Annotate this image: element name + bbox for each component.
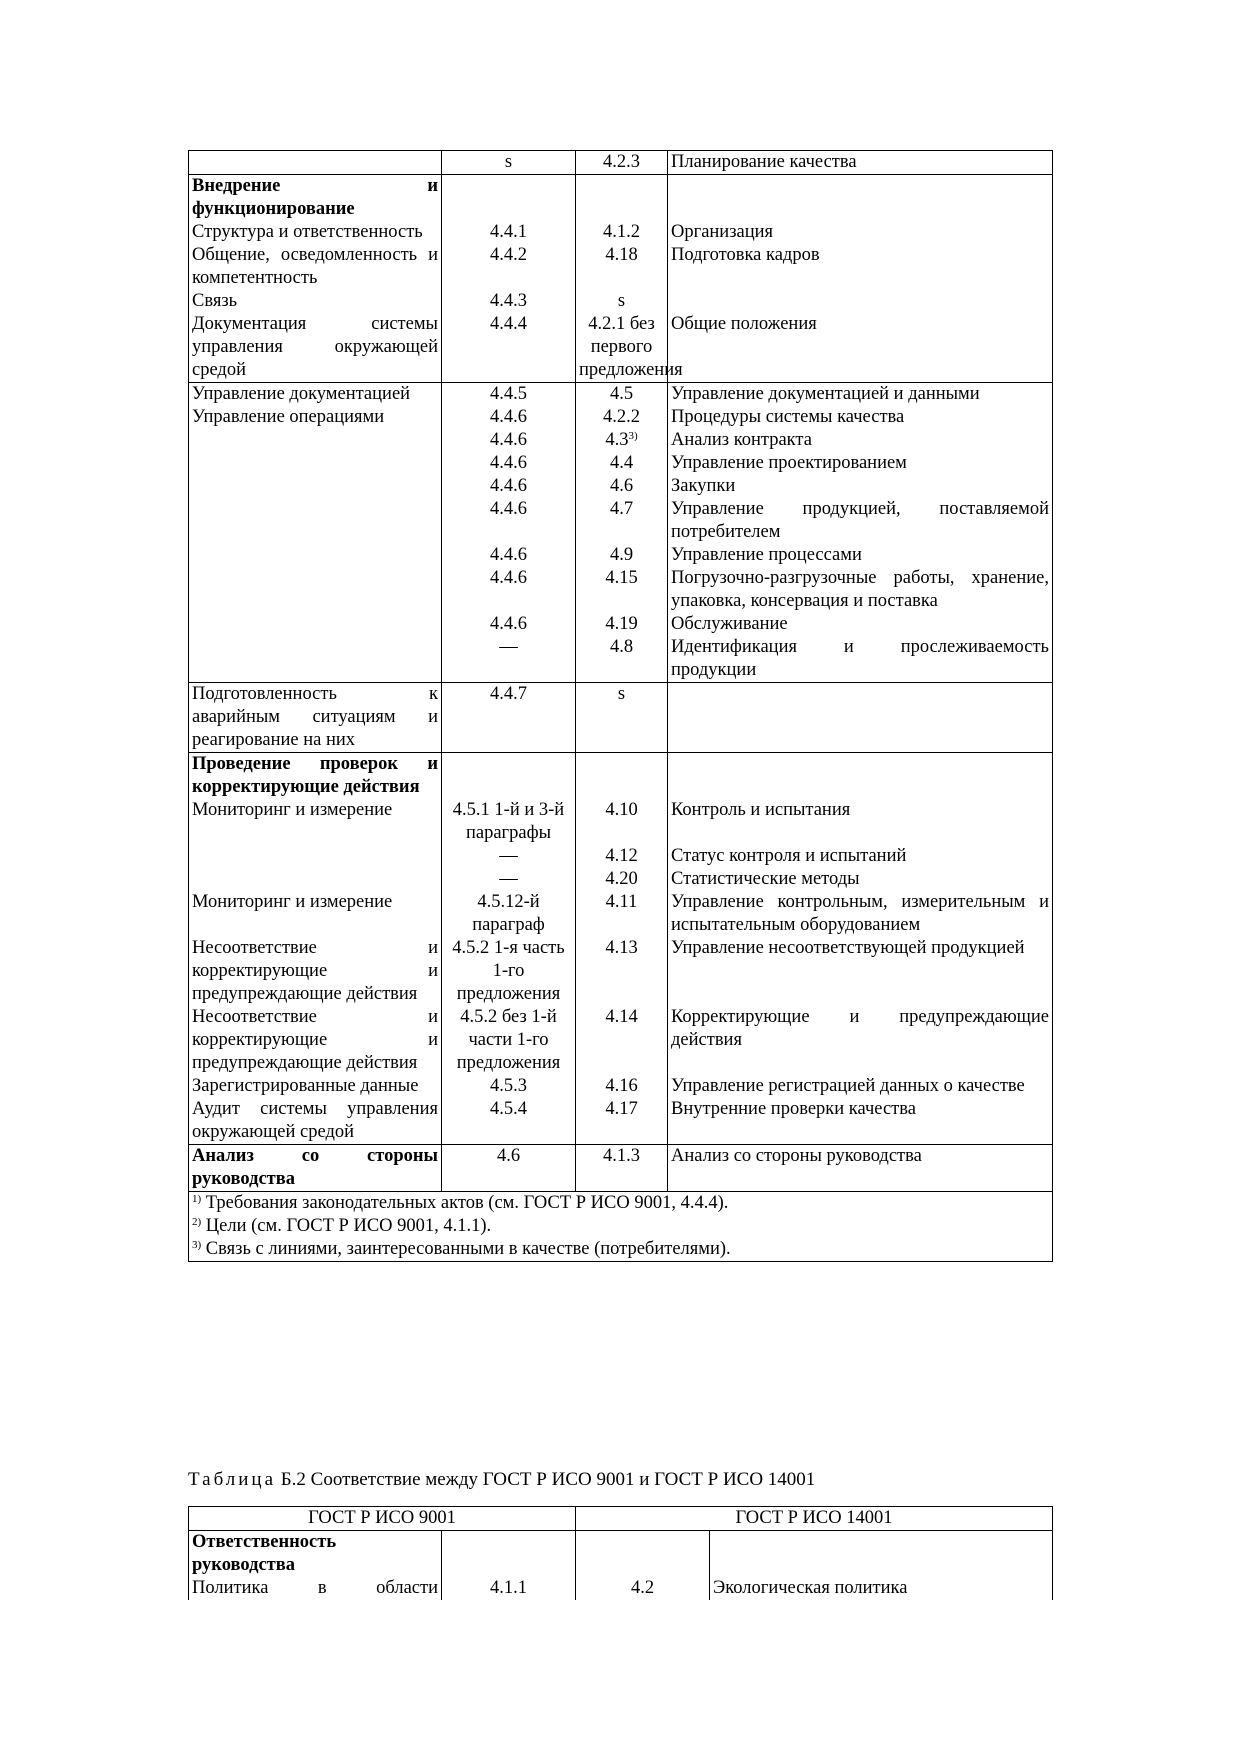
cell-c2: 4.4.7 (442, 683, 576, 753)
cell-c2: — (442, 845, 576, 868)
section-header-management: Ответственность руководства (189, 1531, 1053, 1578)
cell-c3: 4.20 (576, 868, 668, 891)
cell-c4: Статус контроля и испытаний (668, 845, 1053, 868)
cell-c2: — (442, 868, 576, 891)
table-row (189, 452, 1053, 475)
footnote: $^{2)}$ Цели (см. ГОСТ Р ИСО 9001, 4.1.1). (192, 1216, 492, 1236)
cell-c4: Идентификация и прослеживаемость продукции (668, 636, 1053, 683)
correspondence-table-b1 (188, 150, 1053, 1262)
table-row: Политика в области 4.1.1 4.2 Экологическая политика (189, 1577, 1053, 1600)
cell-c2: 4.6 (442, 1145, 576, 1192)
cell-c1: Аудит системы управления окружающей средой (189, 1098, 442, 1145)
cell-c3: 4.15 (576, 567, 668, 613)
cell-c2: 4.4.6 (442, 544, 576, 567)
table-row-review (189, 1145, 1053, 1192)
cell-c3: 4.6 (576, 475, 668, 498)
table-row (189, 567, 1053, 613)
cell-c3: 4.8 (576, 636, 668, 683)
table-row: s 4.2.3 Планирование качества (189, 151, 1053, 175)
cell-c4: Анализ со стороны руководства (668, 1145, 1053, 1192)
cell-c3: 4.19 (576, 613, 668, 636)
cell-c1 (189, 452, 442, 475)
cell-c1: Документация системы управления окружающей средой (189, 313, 442, 383)
cell-c1: Мониторинг и измерение (189, 799, 442, 845)
cell-c4: Закупки (668, 475, 1053, 498)
cell-c4: Управление несоответствующей продукцией (668, 937, 1053, 1006)
cell-c1 (189, 868, 442, 891)
cell-c4: Контроль и испытания (668, 799, 1053, 845)
cell-c2: 4.5.12-й параграф (442, 891, 576, 937)
cell-c3: s (576, 683, 668, 753)
table-row (189, 544, 1053, 567)
cell-c2: 4.5.3 (442, 1075, 576, 1098)
cell-c4 (668, 683, 1053, 753)
cell-c4: Управление контрольным, измерительным и испытательным оборудованием (668, 891, 1053, 937)
cell-c2: 4.4.1 (442, 221, 576, 244)
cell-c1: Структура и ответственность (189, 221, 442, 244)
cell-c1: Общение, осведомленность и компетентность (189, 244, 442, 290)
cell-c3: 4.13 (576, 937, 668, 1006)
cell-c1 (189, 498, 442, 544)
cell-c3: 4.16 (576, 1075, 668, 1098)
cell-c4: Общие положения (668, 313, 1053, 383)
cell-c2: 4.4.6 (442, 613, 576, 636)
cell-c2: 4.4.6 (442, 567, 576, 613)
cell-c2: 4.4.2 (442, 244, 576, 290)
table-row (189, 868, 1053, 891)
cell-c1 (189, 475, 442, 498)
cell-c1 (189, 613, 442, 636)
table-row (189, 613, 1053, 636)
table-row (189, 406, 1053, 429)
cell-c3: 4.2.1 без первого предложения (576, 313, 668, 383)
cell-c2: 4.4.6 (442, 475, 576, 498)
table-row (189, 1006, 1053, 1075)
table-row (189, 383, 1053, 407)
cell-c4: Процедуры системы качества (668, 406, 1053, 429)
cell-c4: Управление регистрацией данных о качестве (668, 1075, 1053, 1098)
correspondence-table-b2 (188, 1506, 1053, 1600)
cell-c1: Несоответствие и корректирующие и предупреждающие действия (189, 937, 442, 1006)
cell-c1: Анализ со стороны руководства (189, 1145, 442, 1192)
cell-c4 (668, 290, 1053, 313)
cell-c1: Управление документацией (189, 383, 442, 407)
cell-c2: 4.4.6 (442, 406, 576, 429)
cell-c2: 4.5.4 (442, 1098, 576, 1145)
cell-c2: 4.5.1 1-й и 3-й параграфы (442, 799, 576, 845)
header-gost-14001: ГОСТ Р ИСО 14001 (576, 1507, 1053, 1531)
cell-c1: Подготовленность к аварийным ситуациям и реагирование на них (189, 683, 442, 753)
table-row (189, 429, 1053, 452)
cell-c4: Организация (668, 221, 1053, 244)
cell-c4: Обслуживание (668, 613, 1053, 636)
footnote-ref: 3) (628, 430, 638, 442)
table-row (189, 636, 1053, 683)
cell-c1: Связь (189, 290, 442, 313)
cell-c4: Подготовка кадров (668, 244, 1053, 290)
cell-c3: 4.9 (576, 544, 668, 567)
table-row (189, 1098, 1053, 1145)
cell-c3: 4.1.2 (576, 221, 668, 244)
table-row (189, 845, 1053, 868)
cell-c3: 4.5 (576, 383, 668, 407)
footnotes-row (189, 1192, 1053, 1262)
cell-c1: Мониторинг и измерение (189, 891, 442, 937)
cell-c4: Управление продукцией, поставляемой потребителем (668, 498, 1053, 544)
footnote: $^{1)}$ Требования законодательных актов (см. ГОСТ Р ИСО 9001, 4.4.4). (192, 1193, 729, 1213)
table-row (189, 937, 1053, 1006)
table-row (189, 1075, 1053, 1098)
table-row (189, 475, 1053, 498)
table-row (189, 290, 1053, 313)
cell-c2: 4.5.2 1-я часть 1-го предложения (442, 937, 576, 1006)
cell-c4: Управление процессами (668, 544, 1053, 567)
cell-c3: 4.17 (576, 1098, 668, 1145)
header-gost-9001: ГОСТ Р ИСО 9001 (189, 1507, 576, 1531)
cell-c2: 4.4.3 (442, 290, 576, 313)
cell-c3: s (576, 290, 668, 313)
cell-c2: 4.4.6 (442, 452, 576, 475)
cell-c2: 4.4.5 (442, 383, 576, 407)
cell-c3: 4.11 (576, 891, 668, 937)
cell-c2: 4.4.6 (442, 429, 576, 452)
cell-c4: Погрузочно-разгрузочные работы, хранение, упаковка, консервация и поставка (668, 567, 1053, 613)
cell-c2: 4.4.6 (442, 498, 576, 544)
cell-c3: 4.2.2 (576, 406, 668, 429)
cell-c3: 4.10 (576, 799, 668, 845)
cell-c2: 4.5.2 без 1-й части 1-го предложения (442, 1006, 576, 1075)
cell-c4: Статистические методы (668, 868, 1053, 891)
cell-c4: Управление проектированием (668, 452, 1053, 475)
table-row (189, 313, 1053, 383)
cell-c4: Внутренние проверки качества (668, 1098, 1053, 1145)
cell-c1 (189, 567, 442, 613)
cell-c4: Корректирующие и предупреждающие действия (668, 1006, 1053, 1075)
table-caption: Таблица Б.2 Соответствие между ГОСТ Р ИСО 9001 и ГОСТ Р ИСО 14001 (188, 1469, 816, 1490)
cell-c1 (189, 636, 442, 683)
cell-c4: Управление документацией и данными (668, 383, 1053, 407)
table-row (189, 498, 1053, 544)
section-header-checks: Проведение проверок и корректирующие действия (189, 753, 1053, 800)
cell-c3: 4.14 (576, 1006, 668, 1075)
cell-c4: Анализ контракта (668, 429, 1053, 452)
cell-c3: 4.3$^{3)}$ (576, 429, 668, 452)
table-row-emergency (189, 683, 1053, 753)
cell-c1 (189, 845, 442, 868)
section-header-implementation: Внедрение и функционирование (189, 175, 1053, 222)
cell-c3: 4.1.3 (576, 1145, 668, 1192)
cell-c2: — (442, 636, 576, 683)
table-row (189, 221, 1053, 244)
footnote: $^{3)}$ Связь с линиями, заинтересованными в качестве (потребителями). (192, 1239, 731, 1259)
table-row (189, 799, 1053, 845)
cell-c3: 4.4 (576, 452, 668, 475)
footnotes (189, 1192, 1053, 1262)
cell-c3: 4.18 (576, 244, 668, 290)
cell-c3: 4.7 (576, 498, 668, 544)
table-row (189, 891, 1053, 937)
table-header-row (189, 1507, 1053, 1531)
cell-c1: Несоответствие и корректирующие и предупреждающие действия (189, 1006, 442, 1075)
cell-c2: 4.4.4 (442, 313, 576, 383)
table-row (189, 244, 1053, 290)
cell-c1 (189, 544, 442, 567)
cell-c1 (189, 429, 442, 452)
cell-c3: 4.12 (576, 845, 668, 868)
cell-c1: Управление операциями (189, 406, 442, 429)
cell-c1: Зарегистрированные данные (189, 1075, 442, 1098)
